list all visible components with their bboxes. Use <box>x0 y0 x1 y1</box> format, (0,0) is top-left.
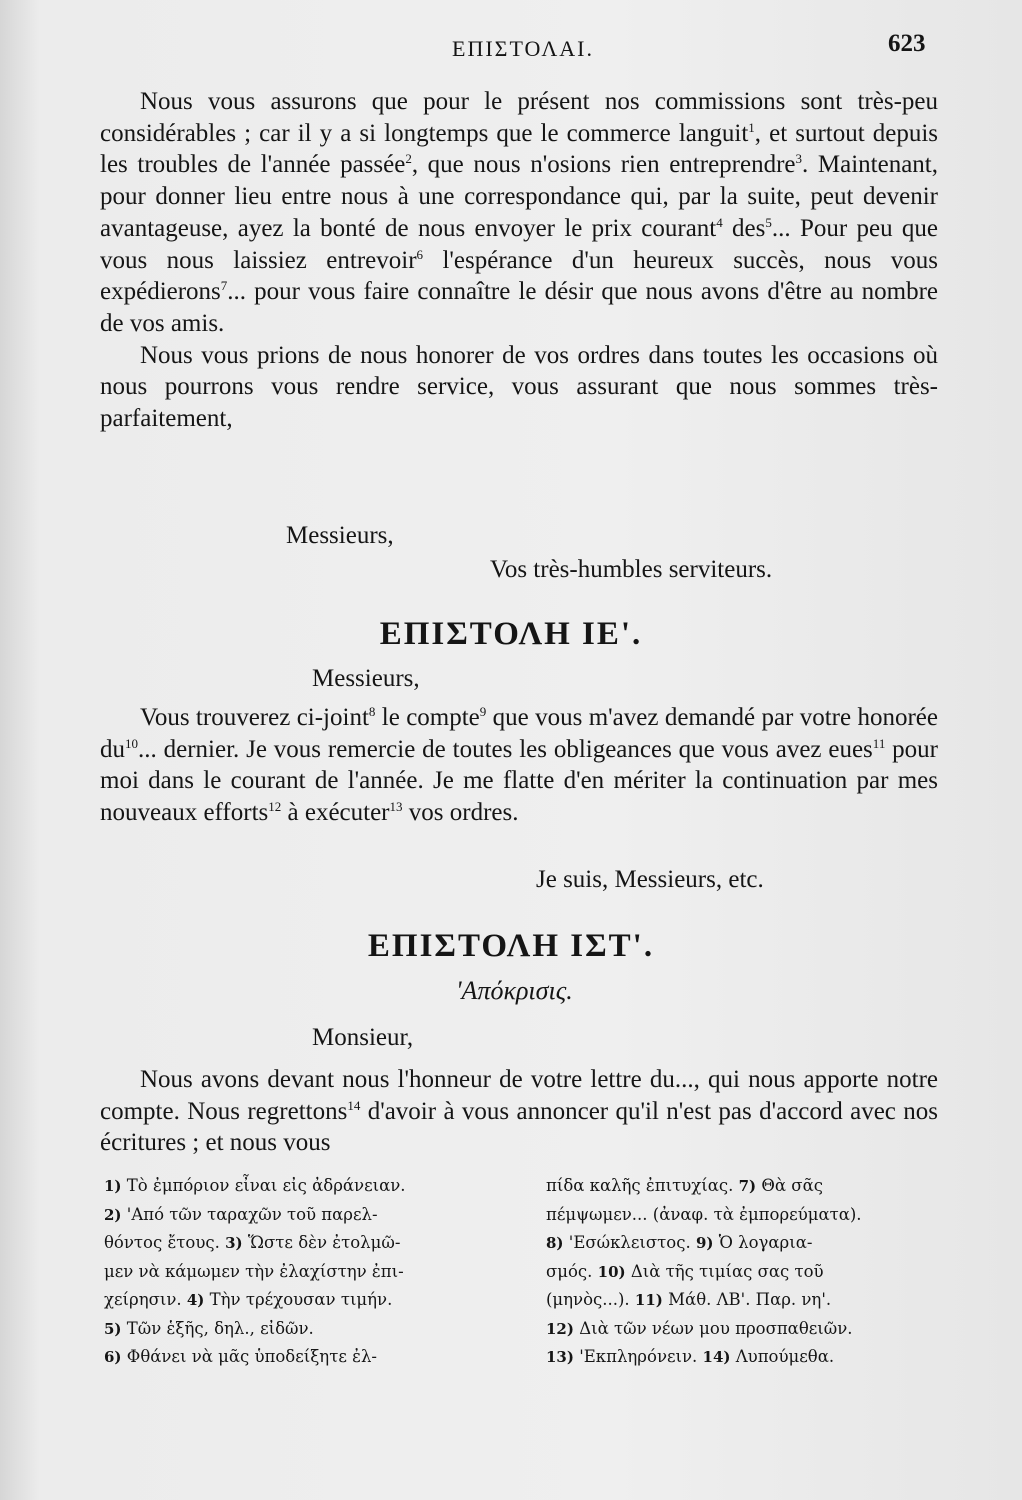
letter-16-body <box>100 1064 938 1159</box>
letter-14-salutation: Messieurs, <box>286 522 394 549</box>
letter-14-paragraph-1: Nous vous assurons que pour le présent nos commissions sont très-peu considérables ; car il y a si longtemps que le commerce languit$^1$, et surtout depuis les troubles de l'année passée$^2$, que nous n'osions rien entreprendre$^3$. Maintenant, pour donner lieu entre nous à une correspondance qui, par la suite, peut devenir avantageuse, ayez la bonté de nous envoyer le prix courant$^4$ des$^5$... Pour peu que vous nous laissiez entrevoir$^6$ l'espérance d'un heureux succès, nous vous expédierons$^7$... pour vous faire connaître le désir que nous avons d'être au nombre de vos amis. <box>100 88 938 337</box>
footnote-ref: 8 <box>368 704 376 719</box>
footnote-line: 13) 'Εκπληρόνειν. 14) Λυπούμεθα. <box>546 1347 835 1366</box>
footnote-ref: 4 <box>716 214 723 230</box>
running-head-title: ΕΠΙΣΤΟΛΑΙ. <box>452 36 594 61</box>
footnote-line: μεν νὰ κάμωμεν τὴν ἐλαχίστην ἐπι- <box>104 1261 404 1281</box>
letter-15-paragraph: Vous trouverez ci-joint$^8$ le compte$^9$ que vous m'avez demandé par votre honorée $du^{10}$... dernier. Je vous remercie de toutes les obligeances que vous avez eues$^{11}$ pour moi dans le courant de l'année. Je me flatte d'en mériter la continuation par mes nouveaux efforts$^{12}$ à exécuter$^{13}$ vos ordres. <box>100 704 939 827</box>
footnote-ref: 10 <box>125 735 138 751</box>
letter-15-closing: Je suis, Messieurs, etc. <box>536 866 764 893</box>
footnotes <box>104 1172 956 1372</box>
footnote-ref: 11 <box>872 735 886 751</box>
letter-16-heading: ΕΠΙΣΤΟΛΗ ΙΣΤ'. <box>367 928 655 964</box>
footnote-ref: 9 <box>479 704 487 719</box>
footnote-ref: 6 <box>416 246 424 262</box>
footnote-line: 1) Τὸ ἐμπόριον εἶναι εἰς ἀδράνειαν. <box>104 1176 406 1195</box>
footnote-line: 2) 'Από τῶν ταραχῶν τοῦ παρελ- <box>104 1204 378 1224</box>
footnote-line: 5) Τῶν ἑξῆς, δηλ., εἰδῶν. <box>104 1318 314 1338</box>
footnote-ref: 7 <box>220 278 228 294</box>
letter-14-closing: Vos très-humbles serviteurs. <box>490 556 773 583</box>
footnote-line: χείρησιν. 4) Τὴν τρέχουσαν τιμήν. <box>104 1290 393 1309</box>
footnote-ref: 12 <box>268 799 282 815</box>
footnote-ref: 14 <box>347 1097 361 1113</box>
footnotes-left-column <box>104 1172 514 1372</box>
footnote-line: θόντος ἔτους. 3) Ὥστε δὲν ἐτολμῶ- <box>104 1233 401 1252</box>
footnote-line: 12) Διὰ τῶν νέων μου προσπαθειῶν. <box>546 1318 853 1338</box>
footnote-line: πίδα καλῆς ἐπιτυχίας. 7) Θὰ σᾶς <box>546 1176 823 1195</box>
letter-15-heading: ΕΠΙΣΤΟΛΗ ΙΕ'. <box>379 616 643 652</box>
footnote-line: πέμψωμεν... (ἀναφ. τὰ ἐμπορεύματα). <box>546 1204 862 1224</box>
running-head <box>0 30 1022 70</box>
footnote-line: (μηνὸς...). 11) Μάθ. ΛΒ'. Παρ. νη'. <box>546 1290 832 1309</box>
footnote-ref: 13 <box>389 799 403 815</box>
footnote-line: 8) 'Εσώκλειστος. 9) Ὁ λογαρια- <box>546 1233 813 1252</box>
letter-16-salutation: Monsieur, <box>312 1024 414 1051</box>
letter-16-paragraph: Nous avons devant nous l'honneur de votre lettre du..., qui nous apporte notre compte. Nous regrettons$^{14}$ d'avoir à vous annoncer qu'il n'est pas d'accord avec nos écritures ; et nous vous <box>100 1066 938 1157</box>
footnote-ref: 3 <box>795 151 803 167</box>
letter-15-body <box>100 702 938 829</box>
footnote-ref: 2 <box>405 151 412 167</box>
footnote-ref: 5 <box>765 214 772 230</box>
letter-15-salutation: Messieurs, <box>312 665 420 692</box>
footnotes-right-column <box>546 1172 956 1372</box>
footnote-ref: 1 <box>748 119 755 135</box>
letter-14-body <box>100 86 938 435</box>
footnote-line: 6) Φθάνει νὰ μᾶς ὑποδείξητε ἐλ- <box>104 1347 377 1366</box>
letter-14-paragraph-2: Nous vous prions de nous honorer de vos ordres dans toutes les occasions où nous pourrons vous rendre service, vous assurant que nous sommes très-parfaitement, <box>100 341 938 433</box>
footnote-line: σμός. 10) Διὰ τῆς τιμίας σας τοῦ <box>546 1261 824 1281</box>
letter-16-subtitle: 'Απόκρισις. <box>456 976 573 1005</box>
page-number: 623 <box>888 30 926 57</box>
